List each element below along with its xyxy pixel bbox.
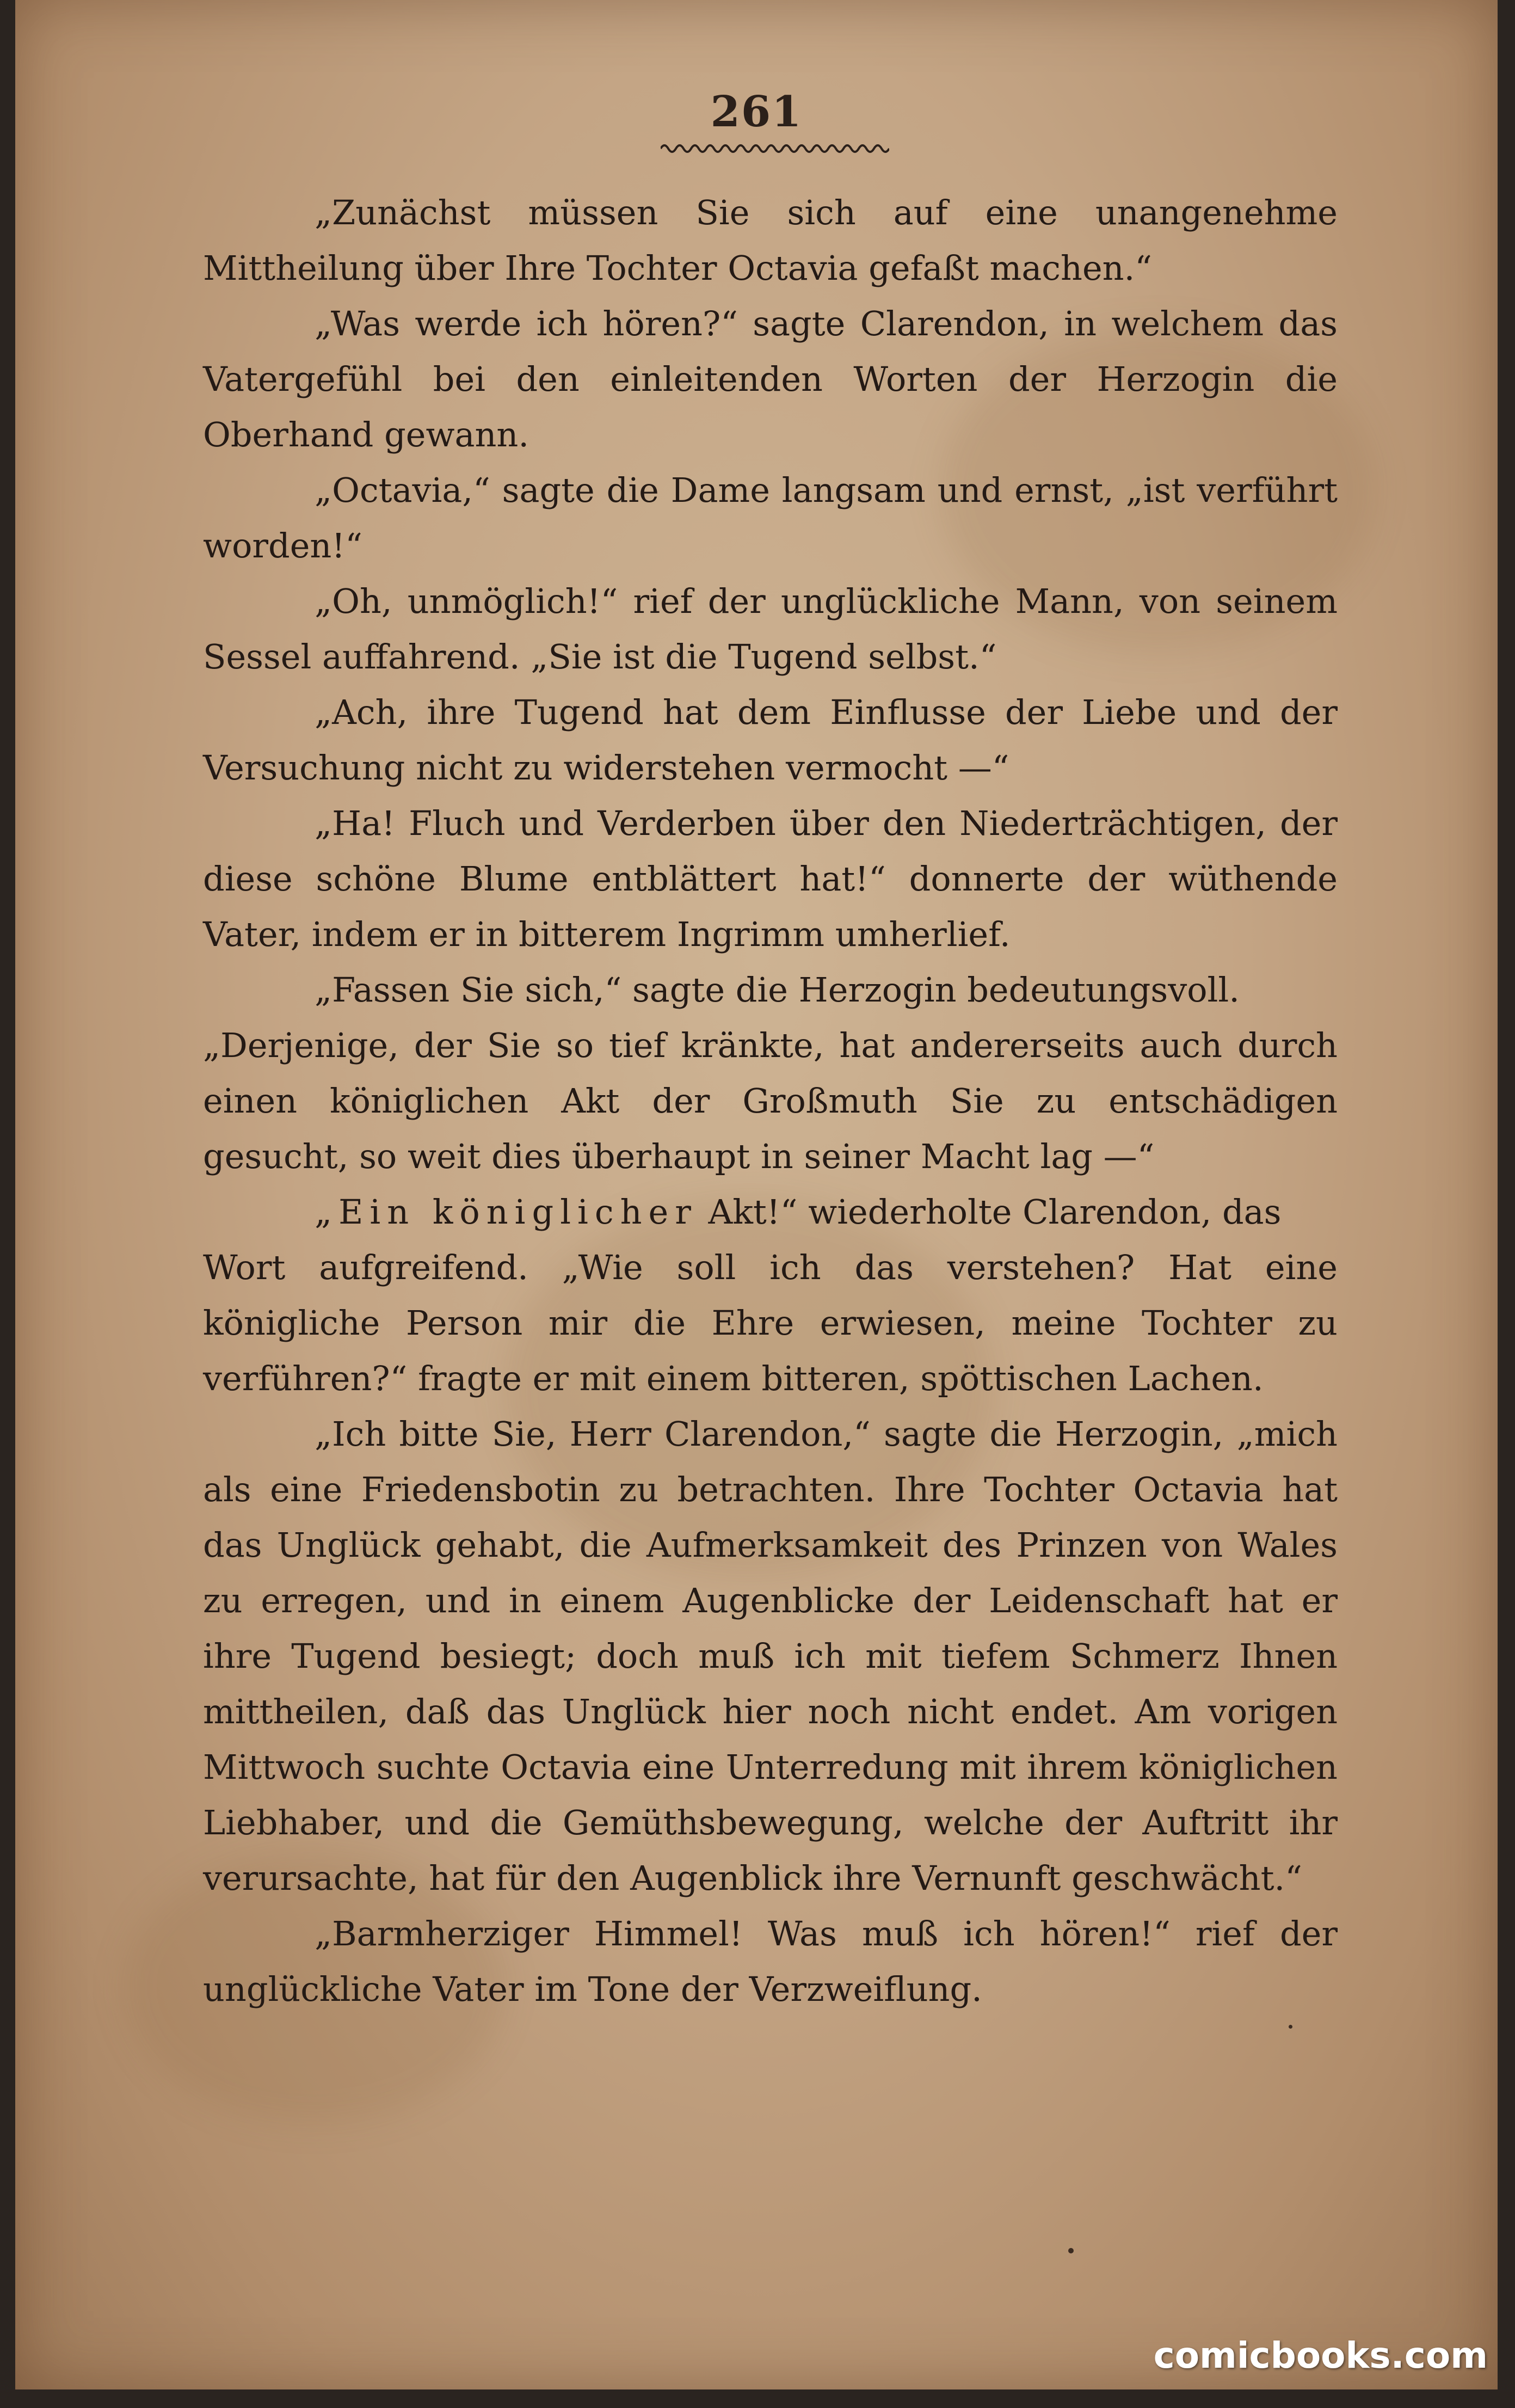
book-page bbox=[15, 0, 1498, 2389]
paragraph-lead-line bbox=[203, 1184, 1338, 1240]
body-text bbox=[203, 185, 1338, 2017]
paragraph: „Barmherziger Himmel! Was muß ich hören!“ rief der unglückliche Vater im Tone der Verzweiflung. bbox=[203, 1914, 1338, 2009]
lead-line-rest: Akt!“ wiederholte Clarendon, das bbox=[697, 1192, 1282, 1232]
paragraph: „Oh, unmöglich!“ rief der unglückliche Mann, von seinem Sessel auffahrend. „Sie ist die Tugend selbst.“ bbox=[203, 581, 1338, 677]
paragraph: „Zunächst müssen Sie sich auf eine unangenehme Mittheilung über Ihre Tochter Octavia gefaßt machen.“ bbox=[203, 193, 1338, 288]
paragraph: „Ha! Fluch und Verderben über den Niederträchtigen, der diese schöne Blume entblättert hat!“ donnerte der wüthende Vater, indem er in bitterem Ingrimm umherlief. bbox=[203, 803, 1338, 954]
paper-speck bbox=[1068, 2248, 1074, 2253]
paragraph: „Was werde ich hören?“ sagte Clarendon, in welchem das Vatergefühl bei den einleitenden Worten der Herzogin die Oberhand gewann. bbox=[203, 304, 1338, 454]
paragraph: Wort aufgreifend. „Wie soll ich das verstehen? Hat eine königliche Person mir die Ehre erwiesen, meine Tochter zu verführen?“ fragte er mit einem bitteren, spöttischen Lachen. bbox=[203, 1248, 1338, 1398]
paragraph: „Octavia,“ sagte die Dame langsam und ernst, „ist verführt worden!“ bbox=[203, 470, 1338, 566]
wavy-rule-ornament bbox=[661, 140, 889, 157]
paragraph: „Fassen Sie sich,“ sagte die Herzogin bedeutungsvoll. bbox=[315, 970, 1240, 1010]
paper-speck bbox=[1289, 2025, 1292, 2029]
page-number: 261 bbox=[710, 87, 803, 137]
paragraph: „Derjenige, der Sie so tief kränkte, hat andererseits auch durch einen königlichen Akt der Großmuth Sie zu entschädigen gesucht, so weit dies überhaupt in seiner Macht lag —“ bbox=[203, 1025, 1338, 1176]
spaced-emphasis-text: „Ein königlicher bbox=[315, 1192, 698, 1232]
paragraph: „Ach, ihre Tugend hat dem Einflusse der Liebe und der Versuchung nicht zu widerstehen vermocht —“ bbox=[203, 692, 1338, 788]
site-watermark: comicbooks.com bbox=[1153, 2335, 1488, 2376]
paragraph: „Ich bitte Sie, Herr Clarendon,“ sagte die Herzogin, „mich als eine Friedensbotin zu betrachten. Ihre Tochter Octavia hat das Unglück gehabt, die Aufmerksamkeit des Prinzen von Wales zu erregen, und in einem Augenblicke der Leidenschaft hat er ihre Tugend besiegt; doch muß ich mit tiefem Schmerz Ihnen mittheilen, daß das Unglück hier noch nicht endet. Am vorigen Mittwoch suchte Octavia eine Unterredung mit ihrem königlichen Liebhaber, und die Gemüthsbewegung, welche der Auftritt ihr verursachte, hat für den Augenblick ihre Vernunft geschwächt.“ bbox=[203, 1414, 1338, 1898]
